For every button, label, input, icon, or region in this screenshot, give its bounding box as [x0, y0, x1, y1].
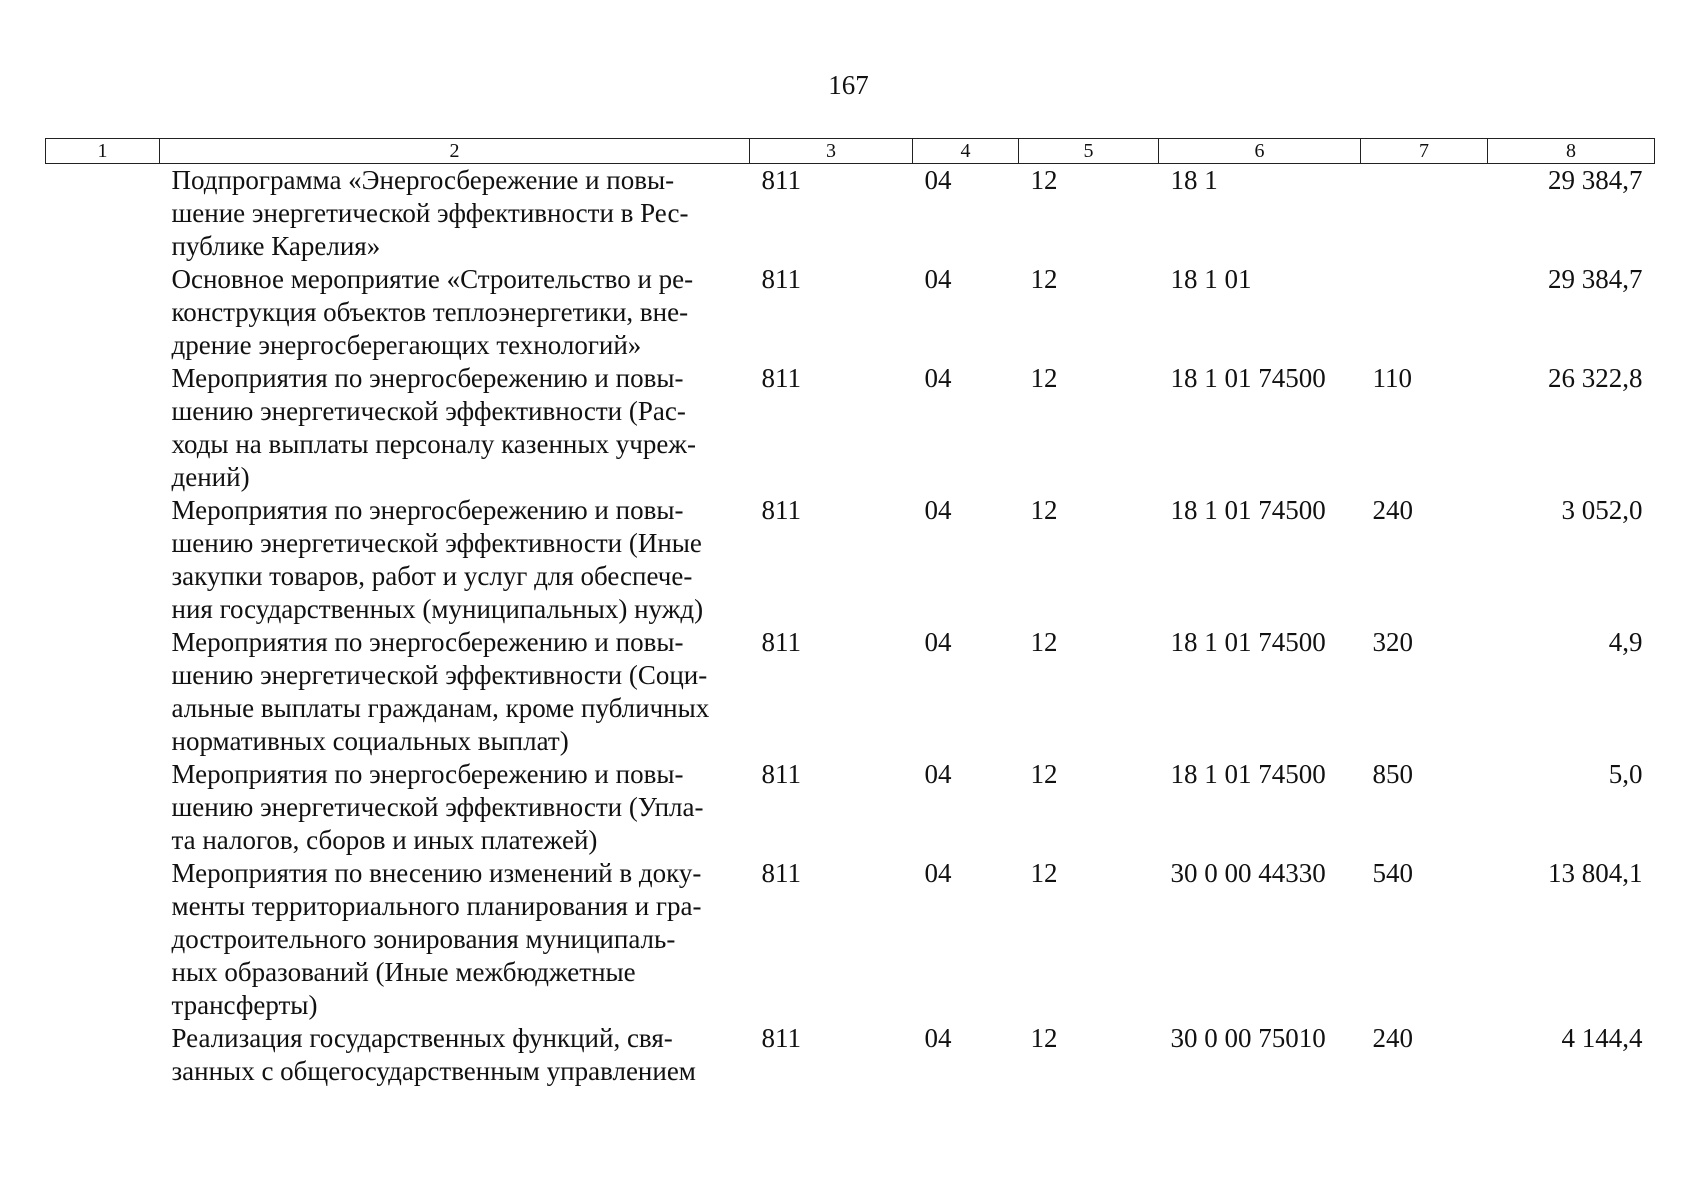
row-number-cell — [46, 758, 160, 857]
ministry-code-cell: 811 — [761, 627, 801, 657]
item-name-line: трансферты) — [171, 990, 318, 1020]
item-name-line: альные выплаты гражданам, кроме публичных — [171, 693, 710, 723]
column-header: 5 — [1019, 139, 1159, 164]
target-article-cell: 18 1 01 74500 — [1170, 363, 1326, 393]
table-row — [46, 263, 1655, 362]
expense-type-cell: 240 — [1372, 1023, 1413, 1053]
item-name-line: Мероприятия по внесению изменений в доку- — [171, 858, 702, 888]
subsection-code-cell: 12 — [1030, 495, 1058, 525]
section-code-cell: 04 — [924, 165, 952, 195]
item-name-line: Подпрограмма «Энергосбережение и повы- — [171, 165, 675, 195]
ministry-code-cell: 811 — [761, 264, 801, 294]
item-name-cell — [160, 1022, 750, 1088]
subsection-code-cell: 12 — [1030, 759, 1058, 789]
section-code-cell: 04 — [924, 627, 952, 657]
item-name-cell — [160, 758, 750, 857]
ministry-code-cell: 811 — [761, 495, 801, 525]
item-name-line: занных с общегосударственным управлением — [171, 1056, 696, 1086]
table-row — [46, 362, 1655, 494]
column-header: 3 — [750, 139, 913, 164]
table-row — [46, 1022, 1655, 1088]
expense-type-cell: 540 — [1372, 858, 1413, 888]
subsection-code-cell: 12 — [1030, 165, 1058, 195]
target-article-cell: 18 1 01 74500 — [1170, 495, 1326, 525]
item-name-line: шению энергетической эффективности (Упла- — [171, 792, 704, 822]
section-code-cell: 04 — [924, 1023, 952, 1053]
item-name-line: дений) — [171, 462, 250, 492]
subsection-code-cell: 12 — [1030, 264, 1058, 294]
item-name-line: ходы на выплаты персоналу казенных учреж- — [171, 429, 696, 459]
target-article-cell: 30 0 00 75010 — [1170, 1023, 1326, 1053]
amount-cell: 4,9 — [1608, 627, 1643, 657]
item-name-line: шение энергетической эффективности в Рес- — [171, 198, 689, 228]
ministry-code-cell: 811 — [761, 759, 801, 789]
amount-cell: 13 804,1 — [1548, 858, 1643, 888]
ministry-code-cell: 811 — [761, 858, 801, 888]
item-name-cell — [160, 494, 750, 626]
amount-cell: 3 052,0 — [1561, 495, 1643, 525]
item-name-line: конструкция объектов теплоэнергетики, вне- — [171, 297, 689, 327]
item-name-line: Мероприятия по энергосбережению и повы- — [171, 495, 684, 525]
item-name-line: шению энергетической эффективности (Иные — [171, 528, 702, 558]
amount-cell: 29 384,7 — [1548, 264, 1643, 294]
expense-type-cell: 850 — [1372, 759, 1413, 789]
subsection-code-cell: 12 — [1030, 1023, 1058, 1053]
item-name-line: ных образований (Иные межбюджетные — [171, 957, 636, 987]
section-code-cell: 04 — [924, 759, 952, 789]
column-header: 1 — [46, 139, 160, 164]
target-article-cell: 18 1 — [1170, 165, 1218, 195]
table-row — [46, 758, 1655, 857]
expense-type-cell: 110 — [1372, 363, 1412, 393]
subsection-code-cell: 12 — [1030, 858, 1058, 888]
budget-table-body — [46, 164, 1655, 1089]
row-number-cell — [46, 263, 160, 362]
table-row — [46, 626, 1655, 758]
row-number-cell — [46, 164, 160, 264]
item-name-line: шению энергетической эффективности (Соци- — [171, 660, 708, 690]
column-header: 4 — [913, 139, 1019, 164]
target-article-cell: 18 1 01 — [1170, 264, 1252, 294]
row-number-cell — [46, 494, 160, 626]
subsection-code-cell: 12 — [1030, 627, 1058, 657]
item-name-line: нормативных социальных выплат) — [171, 726, 569, 756]
page-number: 167 — [828, 70, 869, 100]
table-row — [46, 857, 1655, 1022]
item-name-line: закупки товаров, работ и услуг для обеспече- — [171, 561, 693, 591]
section-code-cell: 04 — [924, 264, 952, 294]
amount-cell: 4 144,4 — [1561, 1023, 1643, 1053]
item-name-line: Мероприятия по энергосбережению и повы- — [171, 759, 684, 789]
section-code-cell: 04 — [924, 363, 952, 393]
amount-cell: 26 322,8 — [1548, 363, 1643, 393]
row-number-cell — [46, 1022, 160, 1088]
item-name-line: менты территориального планирования и гра- — [171, 891, 702, 921]
column-number-header-row — [46, 139, 1655, 164]
item-name-line: достроительного зонирования муниципаль- — [171, 924, 676, 954]
target-article-cell: 18 1 01 74500 — [1170, 627, 1326, 657]
target-article-cell: 30 0 00 44330 — [1170, 858, 1326, 888]
budget-table — [45, 138, 1655, 1088]
table-row — [46, 164, 1655, 264]
row-number-cell — [46, 857, 160, 1022]
item-name-line: Мероприятия по энергосбережению и повы- — [171, 363, 684, 393]
column-header: 7 — [1361, 139, 1488, 164]
column-header: 2 — [160, 139, 750, 164]
item-name-cell — [160, 164, 750, 264]
ministry-code-cell: 811 — [761, 1023, 801, 1053]
column-header: 6 — [1159, 139, 1361, 164]
amount-cell: 29 384,7 — [1548, 165, 1643, 195]
item-name-cell — [160, 263, 750, 362]
item-name-line: дрение энергосберегающих технологий» — [171, 330, 642, 360]
section-code-cell: 04 — [924, 858, 952, 888]
ministry-code-cell: 811 — [761, 363, 801, 393]
table-row — [46, 494, 1655, 626]
item-name-line: шению энергетической эффективности (Рас- — [171, 396, 686, 426]
expense-type-cell: 240 — [1372, 495, 1413, 525]
amount-cell: 5,0 — [1608, 759, 1643, 789]
target-article-cell: 18 1 01 74500 — [1170, 759, 1326, 789]
item-name-cell — [160, 857, 750, 1022]
subsection-code-cell: 12 — [1030, 363, 1058, 393]
section-code-cell: 04 — [924, 495, 952, 525]
expense-type-cell — [1361, 263, 1488, 362]
expense-type-cell: 320 — [1372, 627, 1413, 657]
ministry-code-cell: 811 — [761, 165, 801, 195]
item-name-line: публике Карелия» — [171, 231, 381, 261]
expense-type-cell — [1361, 164, 1488, 264]
column-header: 8 — [1488, 139, 1655, 164]
item-name-line: Мероприятия по энергосбережению и повы- — [171, 627, 684, 657]
row-number-cell — [46, 626, 160, 758]
row-number-cell — [46, 362, 160, 494]
item-name-line: ния государственных (муниципальных) нужд) — [171, 594, 704, 624]
item-name-line: та налогов, сборов и иных платежей) — [171, 825, 598, 855]
item-name-line: Основное мероприятие «Строительство и ре- — [171, 264, 694, 294]
item-name-line: Реализация государственных функций, свя- — [171, 1023, 673, 1053]
item-name-cell — [160, 362, 750, 494]
item-name-cell — [160, 626, 750, 758]
